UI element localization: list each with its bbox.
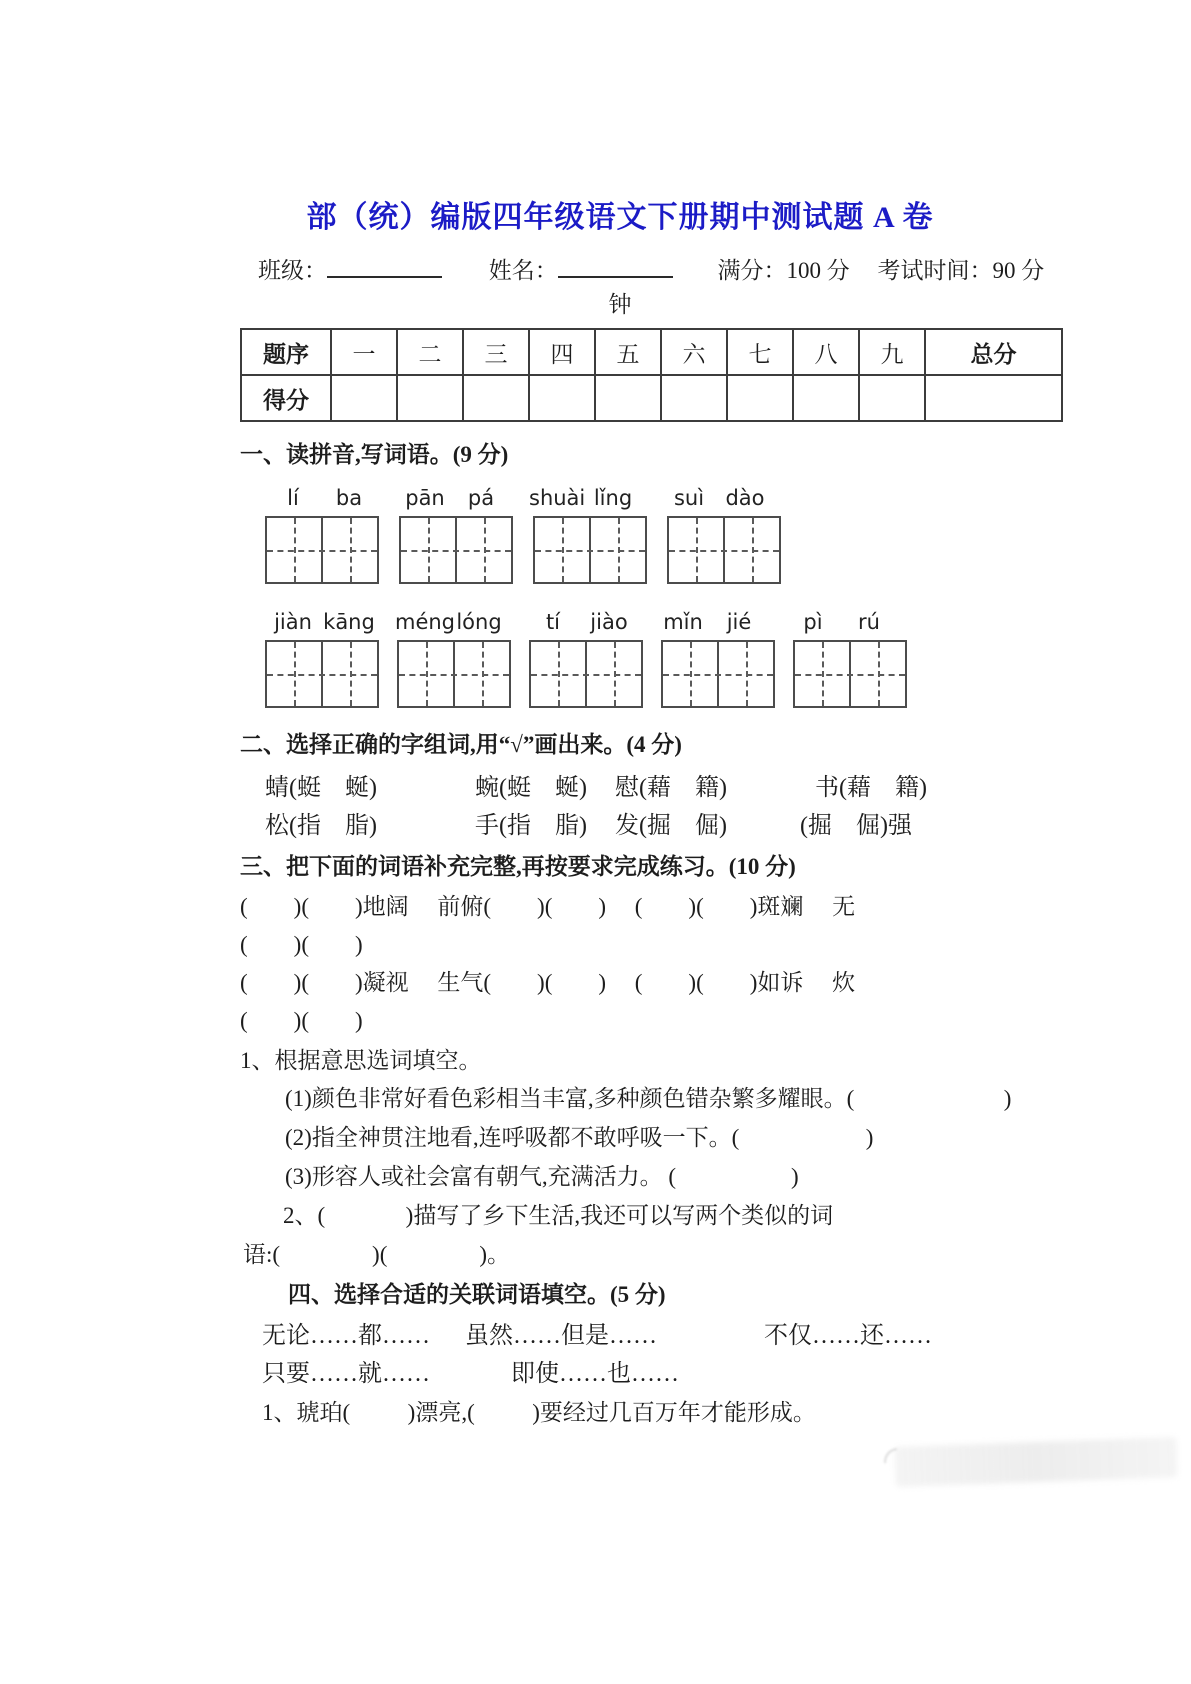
writing-grid-cell — [323, 518, 377, 582]
pinyin-label: lóng — [456, 610, 502, 634]
pinyin-label: jiàn — [274, 610, 312, 634]
pinyin-pair — [397, 486, 509, 510]
meaning-item: (3)形容人或社会富有朝气,充满活力。 ( ) — [285, 1164, 799, 1189]
pinyin-label: kāng — [323, 610, 375, 634]
student-info-row — [240, 252, 1140, 284]
pinyin-pair — [529, 486, 641, 510]
word-choice: 发(掘 倔) — [615, 813, 727, 839]
conjunction-option: 无论……都…… — [262, 1323, 430, 1349]
section1-heading: 一、读拼音,写词语。(9 分) — [240, 442, 509, 467]
pinyin-label: shuài — [529, 486, 586, 510]
pinyin-label: dào — [725, 486, 765, 510]
class-blank-line — [327, 254, 442, 278]
writing-grid-cell — [457, 518, 511, 582]
idiom-fill-line: ( )( )凝视 生气( )( ) ( )( )如诉 炊 — [240, 970, 856, 995]
idiom-fill-line: ( )( ) — [240, 932, 363, 957]
writing-grid-cell — [401, 518, 457, 582]
writing-grid-group — [265, 516, 379, 584]
word-choice: (掘 倔)强 — [800, 813, 912, 839]
section2-choices-row-1 — [240, 770, 1140, 808]
score-table-header: 四 — [529, 329, 595, 375]
writing-grid-cell — [587, 642, 641, 706]
writing-grid-group — [661, 640, 775, 708]
score-table-header: 总分 — [925, 329, 1062, 375]
pinyin-label: suì — [673, 486, 705, 510]
writing-grid-cell — [669, 518, 725, 582]
writing-grid-group — [793, 640, 907, 708]
pinyin-label: pá — [467, 486, 495, 510]
score-table-header: 五 — [595, 329, 661, 375]
word-choice: 书(藉 籍) — [815, 775, 927, 801]
writing-grid-group — [265, 640, 379, 708]
pinyin-label: lí — [287, 486, 299, 510]
score-table-header: 九 — [859, 329, 925, 375]
class-label: 班级： — [258, 258, 327, 283]
watermark-smudge — [894, 1437, 1177, 1487]
pinyin-label: pān — [405, 486, 445, 510]
score-cell — [859, 375, 925, 421]
worksheet-content — [240, 0, 1140, 1428]
section2-heading: 二、选择正确的字组词,用“√”画出来。(4 分) — [240, 732, 682, 757]
score-table-header-row — [241, 329, 1062, 375]
writing-grid-cell — [323, 642, 377, 706]
pinyin-pair — [525, 610, 637, 634]
meaning-item: (1)颜色非常好看色彩相当丰富,多种颜色错杂繁多耀眼。( ) — [285, 1086, 1012, 1111]
writing-grid-cell — [663, 642, 719, 706]
writing-grid-cell — [851, 642, 905, 706]
score-table-header: 题序 — [241, 329, 331, 375]
page-title: 部（统）编版四年级语文下册期中测试题 A 卷 — [306, 201, 934, 234]
writing-grid-group — [399, 516, 513, 584]
score-cell — [661, 375, 727, 421]
writing-grid-cell — [267, 642, 323, 706]
pinyin-label: rú — [858, 610, 880, 634]
pinyin-label: jié — [726, 610, 752, 634]
score-cell — [925, 375, 1062, 421]
score-table-score-row — [241, 375, 1062, 421]
score-cell — [595, 375, 661, 421]
score-table-header: 六 — [661, 329, 727, 375]
section3-q2-line1: 2、( )描写了乡下生活,我还可以写两个类似的词 — [283, 1203, 834, 1228]
writing-grid-row-1 — [265, 516, 1140, 584]
conjunction-option: 只要……就…… — [262, 1361, 430, 1387]
score-table-header: 三 — [463, 329, 529, 375]
writing-grid-cell — [719, 642, 773, 706]
exam-time-wrap-char: 钟 — [608, 292, 632, 317]
name-label: 姓名： — [488, 258, 558, 283]
pinyin-label: méng — [395, 610, 456, 634]
conjunction-options-row-2 — [240, 1356, 1140, 1394]
score-table-header: 二 — [397, 329, 463, 375]
word-choice: 手(指 脂) — [475, 813, 587, 839]
word-choice: 蜻(蜓 蜒) — [265, 775, 377, 801]
word-choice: 慰(藉 籍) — [615, 775, 727, 801]
score-cell — [397, 375, 463, 421]
score-cell — [331, 375, 397, 421]
score-cell — [727, 375, 793, 421]
full-score-label: 满分：100 分 — [717, 258, 850, 283]
pinyin-pair — [661, 486, 773, 510]
word-choice: 松(指 脂) — [265, 813, 377, 839]
section3-heading: 三、把下面的词语补充完整,再按要求完成练习。(10 分) — [240, 854, 796, 879]
writing-grid-row-2 — [265, 640, 1140, 708]
conjunction-option: 即使……也…… — [511, 1361, 679, 1387]
score-cell — [793, 375, 859, 421]
conjunction-option: 虽然……但是…… — [465, 1323, 657, 1349]
score-cell — [463, 375, 529, 421]
writing-grid-group — [529, 640, 643, 708]
score-row-label: 得分 — [241, 375, 331, 421]
score-table-header: 七 — [727, 329, 793, 375]
pinyin-label: ba — [335, 486, 363, 510]
score-table-header: 八 — [793, 329, 859, 375]
writing-grid-group — [533, 516, 647, 584]
conjunction-option: 不仅……还…… — [764, 1323, 932, 1349]
meaning-item: (2)指全神贯注地看,连呼吸都不敢呼吸一下。( ) — [285, 1125, 874, 1150]
pinyin-pair — [655, 610, 767, 634]
writing-grid-group — [667, 516, 781, 584]
section4-q1: 1、琥珀( )漂亮,( )要经过几百万年才能形成。 — [262, 1400, 816, 1425]
exam-time-label: 考试时间：90 分 — [877, 258, 1045, 283]
conjunction-options-row-1 — [240, 1318, 1140, 1356]
pinyin-pair — [265, 610, 377, 634]
section4-heading: 四、选择合适的关联词语填空。(5 分) — [288, 1282, 666, 1307]
pinyin-label: pì — [803, 610, 823, 634]
writing-grid-cell — [455, 642, 509, 706]
writing-grid-cell — [591, 518, 645, 582]
writing-grid-cell — [399, 642, 455, 706]
pinyin-row-1 — [265, 486, 1140, 510]
score-table-header: 一 — [331, 329, 397, 375]
idiom-fill-line: ( )( )地阔 前俯( )( ) ( )( )斑斓 无 — [240, 894, 856, 919]
pinyin-pair — [395, 610, 507, 634]
writing-grid-cell — [535, 518, 591, 582]
writing-grid-cell — [267, 518, 323, 582]
writing-grid-cell — [531, 642, 587, 706]
pinyin-label: jiào — [590, 610, 628, 634]
pinyin-label: mǐn — [663, 610, 703, 634]
word-choice: 蜿(蜓 蜒) — [475, 775, 587, 801]
section3-q1-label: 1、根据意思选词填空。 — [240, 1048, 482, 1073]
score-cell — [529, 375, 595, 421]
pinyin-pair — [265, 486, 377, 510]
section2-choices-row-2 — [240, 808, 1140, 846]
writing-grid-group — [397, 640, 511, 708]
score-table — [240, 328, 1063, 422]
writing-grid-cell — [795, 642, 851, 706]
idiom-fill-line: ( )( ) — [240, 1008, 363, 1033]
pinyin-label: lǐng — [593, 486, 633, 510]
pinyin-row-2 — [265, 610, 1140, 634]
writing-grid-cell — [725, 518, 779, 582]
section3-q2-line2: 语:( )( )。 — [243, 1242, 511, 1267]
pinyin-pair — [785, 610, 897, 634]
name-blank-line — [558, 254, 673, 278]
pinyin-label: tí — [545, 610, 561, 634]
